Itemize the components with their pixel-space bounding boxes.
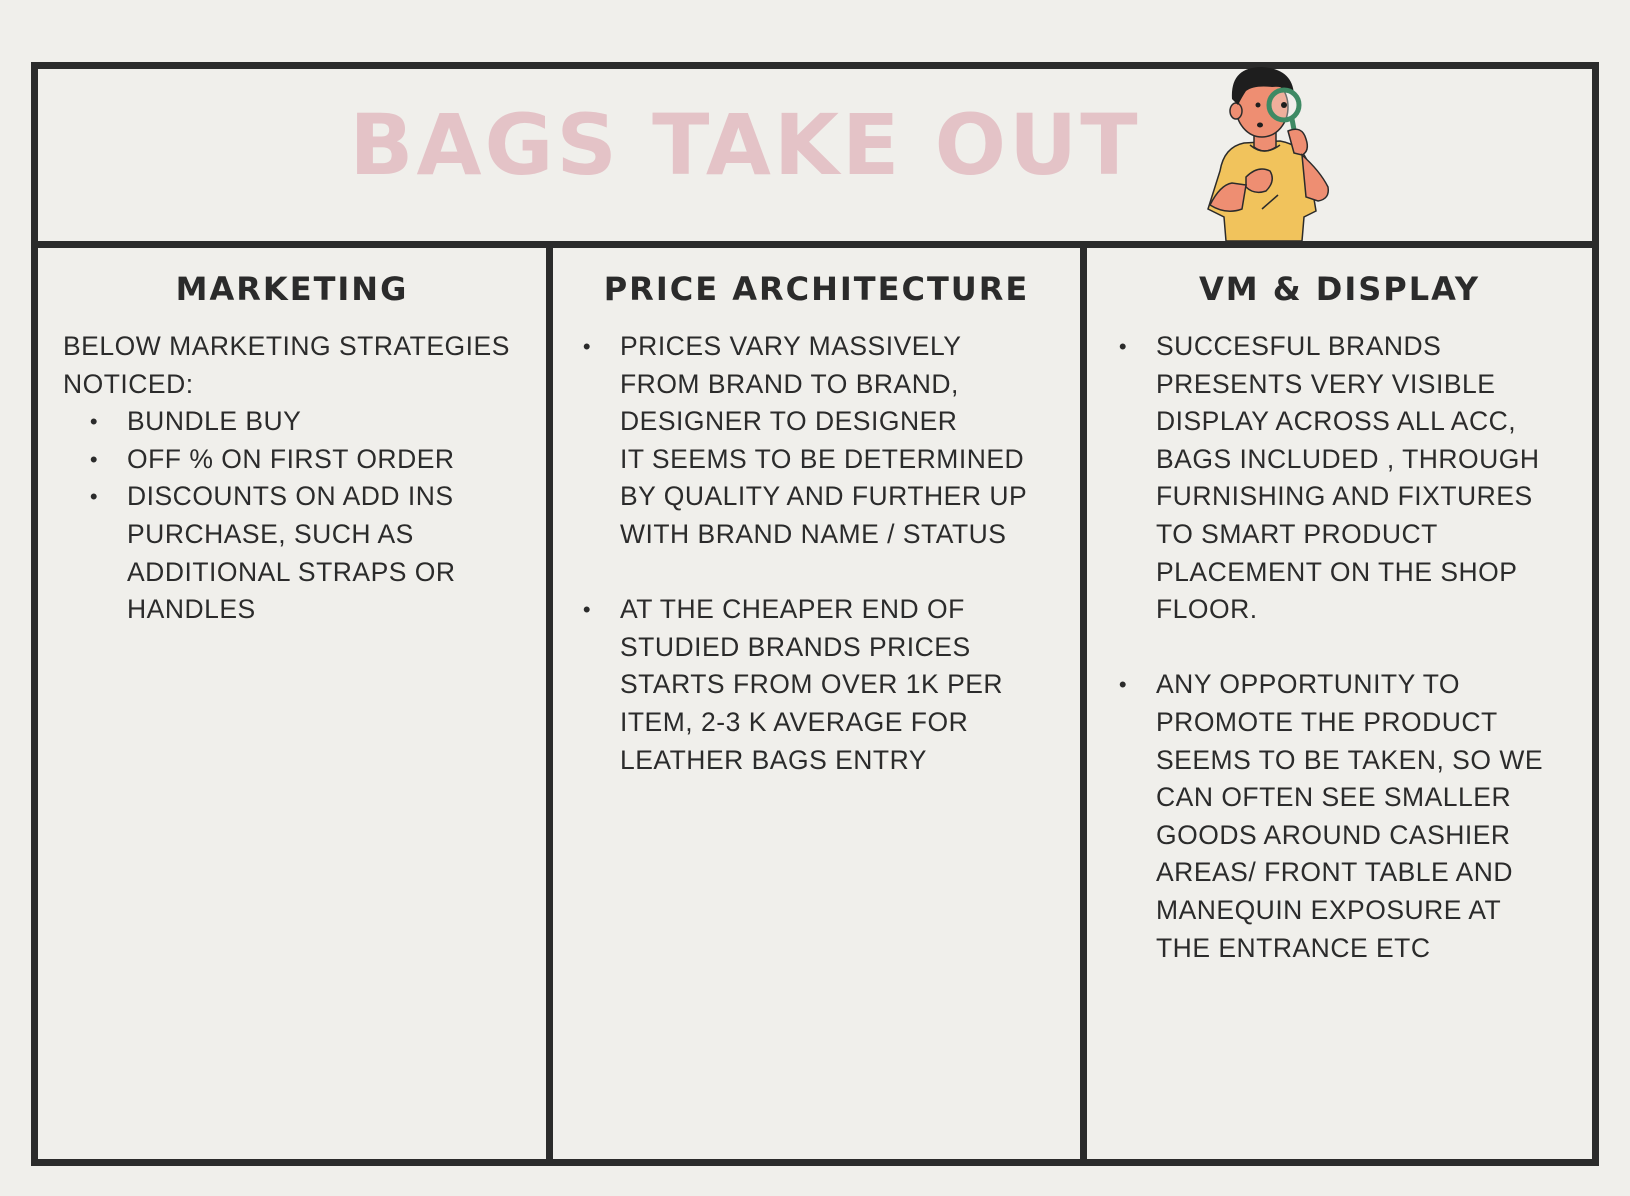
columns: [38, 248, 1592, 1159]
bullet-icon: •: [89, 409, 99, 435]
vm-display-column: [1087, 248, 1592, 1159]
list-item-line: DISPLAY ACROSS ALL ACC,: [1156, 406, 1517, 437]
marketing-column: [38, 248, 553, 1159]
marketing-heading: MARKETING: [175, 270, 409, 308]
price-architecture-heading: PRICE ARCHITECTURE: [603, 270, 1030, 308]
bullet-icon: •: [1118, 672, 1128, 698]
list-item-line: SUCCESFUL BRANDS: [1156, 331, 1442, 361]
list-item-line: GOODS AROUND CASHIER: [1156, 819, 1511, 850]
list-item-line: HANDLES: [127, 594, 256, 625]
list-item: [1112, 328, 1588, 629]
bullet-icon: •: [1118, 334, 1128, 359]
price-architecture-body: [576, 328, 1076, 779]
list-item-line: DESIGNER TO DESIGNER: [620, 406, 958, 437]
spacer: [1112, 629, 1588, 667]
list-item: [576, 591, 1076, 779]
list-item-line: FROM BRAND TO BRAND,: [620, 368, 959, 399]
list-item-line: AT THE CHEAPER END OF: [620, 594, 965, 625]
list-item: [83, 478, 542, 628]
list-item-line: STUDIED BRANDS PRICES: [620, 631, 971, 662]
list-item: [83, 441, 542, 479]
list-item-line: FLOOR.: [1156, 594, 1258, 625]
list-item-line: ANY OPPORTUNITY TO: [1156, 669, 1461, 700]
vm-display-heading: VM & DISPLAY: [1198, 270, 1481, 308]
list-item: [576, 328, 1076, 554]
list-item-line: PROMOTE THE PRODUCT: [1156, 706, 1498, 737]
list-item-line: ITEM, 2-3 K AVERAGE FOR: [620, 706, 969, 737]
list-item-line: TO SMART PRODUCT: [1156, 518, 1438, 549]
list-item: [1112, 666, 1588, 967]
page-title: BAGS TAKE OUT: [349, 96, 1141, 194]
list-item: [83, 403, 542, 441]
list-item-line: OFF % ON FIRST ORDER: [127, 443, 455, 474]
list-item-line: ADDITIONAL STRAPS OR: [127, 556, 456, 587]
bullet-icon: •: [89, 484, 99, 510]
marketing-intro-line: NOTICED:: [63, 368, 194, 399]
list-item-line: AREAS/ FRONT TABLE AND: [1156, 857, 1514, 888]
list-item-line: DISCOUNTS ON ADD INS: [127, 481, 454, 512]
bullet-icon: •: [89, 446, 99, 472]
list-item-line: SEEMS TO BE TAKEN, SO WE: [1156, 744, 1544, 775]
list-item-line: BAGS INCLUDED , THROUGH: [1156, 443, 1540, 474]
price-architecture-column: [553, 248, 1087, 1159]
list-item-line: IT SEEMS TO BE DETERMINED: [620, 443, 1025, 474]
marketing-body: [63, 328, 542, 629]
header: [38, 69, 1592, 248]
list-item-line: MANEQUIN EXPOSURE AT: [1156, 894, 1502, 925]
spacer: [576, 554, 1076, 592]
list-item-line: PRESENTS VERY VISIBLE: [1156, 368, 1496, 399]
marketing-intro-line: BELOW MARKETING STRATEGIES: [63, 331, 510, 361]
person-with-magnifier-icon: [1202, 59, 1352, 241]
bullet-icon: •: [582, 597, 592, 623]
list-item-line: PURCHASE, SUCH AS: [127, 518, 414, 549]
list-item-line: CAN OFTEN SEE SMALLER: [1156, 782, 1512, 813]
list-item-line: THE ENTRANCE ETC: [1156, 932, 1431, 963]
list-item-line: BY QUALITY AND FURTHER UP: [620, 481, 1028, 512]
list-item-line: STARTS FROM OVER 1K PER: [620, 669, 1004, 700]
list-item-line: FURNISHING AND FIXTURES: [1156, 481, 1533, 512]
bullet-icon: •: [582, 334, 592, 359]
list-item-line: LEATHER BAGS ENTRY: [620, 744, 927, 775]
list-item-line: WITH BRAND NAME / STATUS: [620, 518, 1007, 549]
list-item-line: BUNDLE BUY: [127, 406, 302, 437]
board: [31, 62, 1599, 1166]
list-item-line: PRICES VARY MASSIVELY: [620, 331, 962, 361]
list-item-line: PLACEMENT ON THE SHOP: [1156, 556, 1518, 587]
vm-display-body: [1112, 328, 1588, 967]
